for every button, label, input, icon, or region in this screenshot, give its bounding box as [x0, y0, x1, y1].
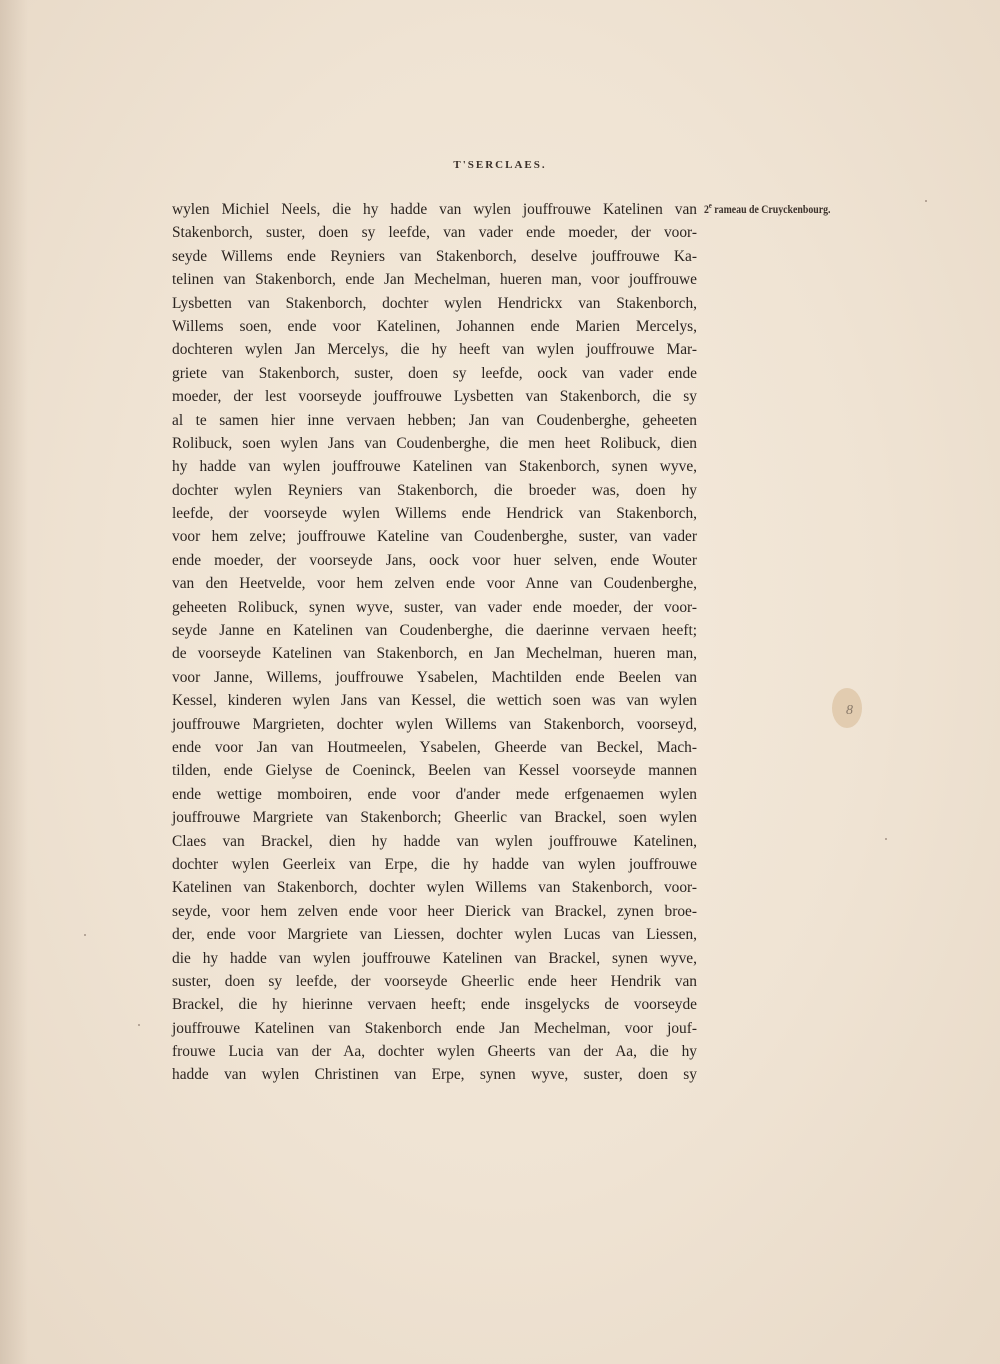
- text-line: voor Janne, Willems, jouffrouwe Ysabelen, Machtilden ende Beelen van: [172, 668, 697, 686]
- text-line: jouffrouwe Margrieten, dochter wylen Willems van Stakenborch, voorseyd,: [172, 715, 697, 733]
- paper-speck: [84, 934, 86, 936]
- text-line: moeder, der lest voorseyde jouffrouwe Lysbetten van Stakenborch, die sy: [172, 388, 697, 406]
- text-line: Claes van Brackel, dien hy hadde van wylen jouffrouwe Katelinen,: [172, 832, 697, 850]
- text-line: die hy hadde van wylen jouffrouwe Katelinen van Brackel, synen wyve,: [172, 949, 697, 967]
- text-line: dochter wylen Reyniers van Stakenborch, die broeder was, doen hy: [172, 481, 697, 499]
- text-line: ende wettige momboiren, ende voor d'ander mede erfgenaemen wylen: [172, 785, 697, 803]
- text-line: al te samen hier inne vervaen hebben; Jan van Coudenberghe, geheeten: [172, 411, 697, 429]
- text-line: telinen van Stakenborch, ende Jan Mechelman, hueren man, voor jouffrouwe: [172, 271, 697, 289]
- text-line: Rolibuck, soen wylen Jans van Coudenberghe, die men heet Rolibuck, dien: [172, 434, 697, 452]
- paper-speck: [885, 838, 887, 840]
- pencil-mark: 8: [846, 703, 853, 718]
- text-line: der, ende voor Margriete van Liessen, dochter wylen Lucas van Liessen,: [172, 926, 697, 944]
- text-line: hadde van wylen Christinen van Erpe, synen wyve, suster, doen sy: [172, 1066, 697, 1084]
- text-line: seyde Willems ende Reyniers van Stakenborch, deselve jouffrouwe Ka-: [172, 247, 697, 265]
- body-text: [172, 198, 697, 1087]
- margin-note: [704, 201, 830, 217]
- text-line: seyde Janne en Katelinen van Coudenberghe, die daerinne vervaen heeft;: [172, 622, 697, 640]
- text-line: frouwe Lucia van der Aa, dochter wylen Gheerts van der Aa, die hy: [172, 1043, 697, 1061]
- text-line: van den Heetvelde, voor hem zelven ende voor Anne van Coudenberghe,: [172, 575, 697, 593]
- margin-note-superscript: e: [708, 201, 712, 210]
- running-head: T'SERCLAES.: [453, 159, 547, 171]
- text-line: Stakenborch, suster, doen sy leefde, van vader ende moeder, der voor-: [172, 224, 697, 242]
- text-line: dochteren wylen Jan Mercelys, die hy heeft van wylen jouffrouwe Mar-: [172, 341, 697, 359]
- text-line: wylen Michiel Neels, die hy hadde van wylen jouffrouwe Katelinen van: [172, 201, 697, 218]
- text-line: Kessel, kinderen wylen Jans van Kessel, die wettich soen was van wylen: [172, 692, 697, 710]
- text-line: Katelinen van Stakenborch, dochter wylen Willems van Stakenborch, voor-: [172, 879, 697, 897]
- paper-speck: [138, 1024, 140, 1026]
- text-line: geheeten Rolibuck, synen wyve, suster, van vader ende moeder, der voor-: [172, 598, 697, 616]
- text-line: ende moeder, der voorseyde Jans, oock voor huer selven, ende Wouter: [172, 551, 697, 569]
- text-line: ende voor Jan van Houtmeelen, Ysabelen, Gheerde van Beckel, Mach-: [172, 738, 697, 756]
- margin-note-number: 2: [704, 202, 709, 216]
- page-edge-shadow: [0, 0, 28, 1364]
- text-line: leefde, der voorseyde wylen Willems ende Hendrick van Stakenborch,: [172, 505, 697, 523]
- text-line: Lysbetten van Stakenborch, dochter wylen Hendrickx van Stakenborch,: [172, 294, 697, 312]
- text-line: griete van Stakenborch, suster, doen sy leefde, oock van vader ende: [172, 364, 697, 382]
- text-line: jouffrouwe Katelinen van Stakenborch ende Jan Mechelman, voor jouf-: [172, 1019, 697, 1037]
- text-line: suster, doen sy leefde, der voorseyde Gheerlic ende heer Hendrik van: [172, 972, 697, 990]
- text-line: jouffrouwe Margriete van Stakenborch; Gheerlic van Brackel, soen wylen: [172, 809, 697, 827]
- text-line: voor hem zelve; jouffrouwe Kateline van Coudenberghe, suster, van vader: [172, 528, 697, 546]
- text-line: dochter wylen Geerleix van Erpe, die hy hadde van wylen jouffrouwe: [172, 855, 697, 873]
- paper-speck: [925, 200, 927, 202]
- text-line: seyde, voor hem zelven ende voor heer Dierick van Brackel, zynen broe-: [172, 902, 697, 920]
- text-line: tilden, ende Gielyse de Coeninck, Beelen van Kessel voorseyde mannen: [172, 762, 697, 780]
- text-line: Willems soen, ende voor Katelinen, Johannen ende Marien Mercelys,: [172, 317, 697, 335]
- text-line: hy hadde van wylen jouffrouwe Katelinen van Stakenborch, synen wyve,: [172, 458, 697, 476]
- text-line: de voorseyde Katelinen van Stakenborch, en Jan Mechelman, hueren man,: [172, 645, 697, 663]
- text-line: Brackel, die hy hierinne vervaen heeft; ende insgelycks de voorseyde: [172, 996, 697, 1014]
- margin-note-text: rameau de Cruyckenbourg.: [714, 202, 831, 216]
